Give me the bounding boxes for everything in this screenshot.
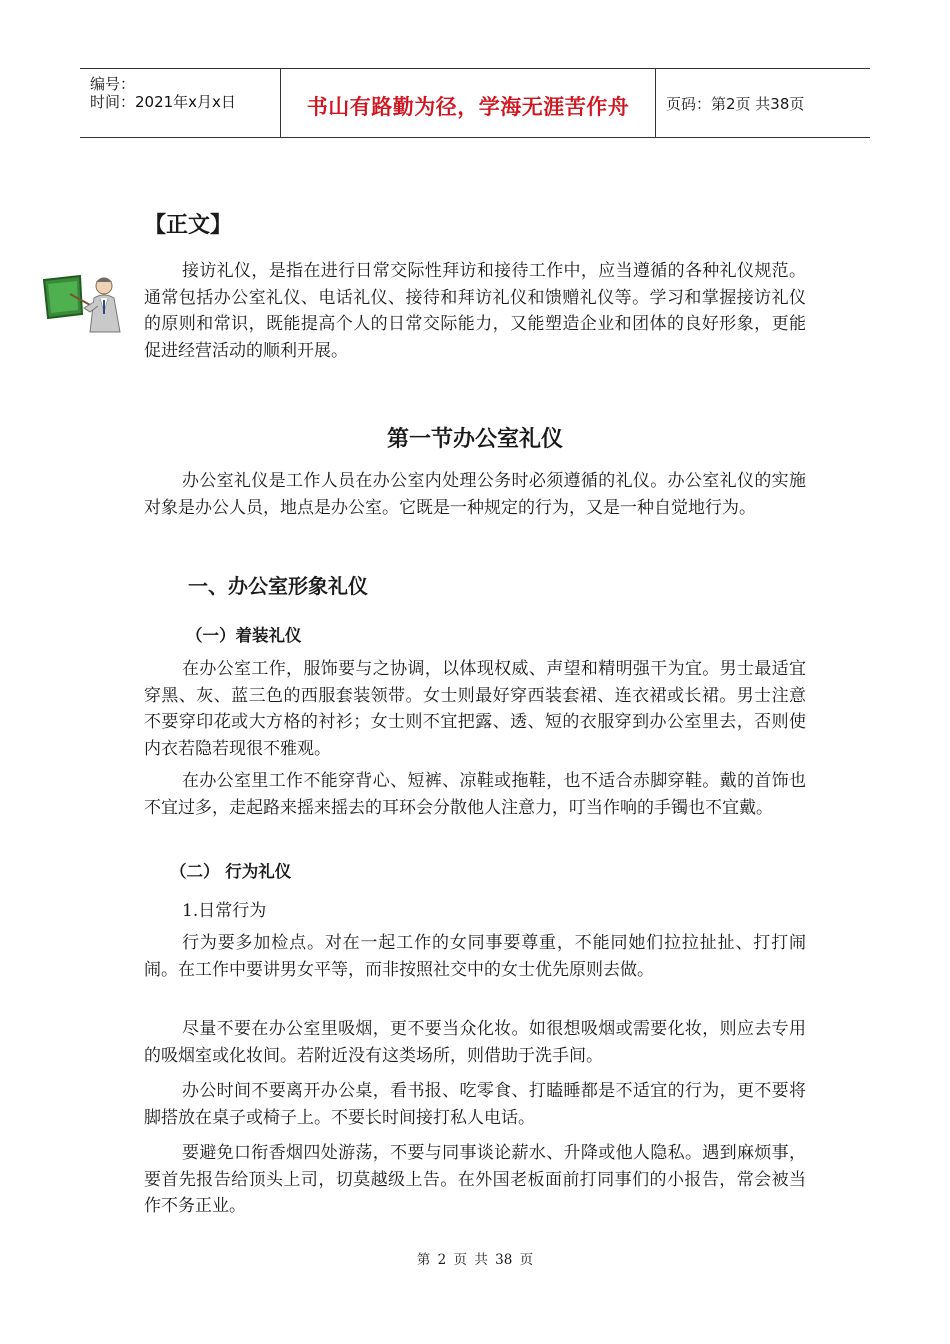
sub2-paragraph-4: 要避免口衔香烟四处游荡，不要与同事谈论薪水、升降或他人隐私。遇到麻烦事，要首先报告给顶头上司，切莫越级上告。在外国老板面前打同事们的小报告，常会被当作不务正业。 — [144, 1143, 806, 1216]
item1-title: 1.日常行为 — [182, 901, 267, 921]
header-page-info: 页码：第2页 共38页 — [666, 95, 805, 113]
subsection-title: 一、办公室形象礼仪 — [188, 574, 368, 598]
header-center-cell — [280, 69, 656, 137]
header-right-cell — [656, 69, 870, 137]
sub2-paragraph-2: 尽量不要在办公室里吸烟，更不要当众化妆。如很想吸烟或需要化妆，则应去专用的吸烟室或化妆间。若附近没有这类场所，则借助于洗手间。 — [144, 1019, 806, 1066]
time-label: 时间：2021年x月x日 — [90, 93, 236, 111]
sub2-title: （二） 行为礼仪 — [170, 862, 292, 881]
section-title: 第一节办公室礼仪 — [386, 427, 563, 452]
sub1-paragraph-2: 在办公室里工作不能穿背心、短裤、凉鞋或拖鞋，也不适合赤脚穿鞋。戴的首饰也不宜过多，走起路来摇来摇去的耳环会分散他人注意力，叮当作响的手镯也不宜戴。 — [144, 771, 806, 818]
number-label: 编号： — [90, 75, 136, 93]
body-heading: 【正文】 — [144, 213, 233, 238]
page-footer: 第 2 页 共 38 页 — [416, 1252, 534, 1268]
header-left-cell — [80, 69, 280, 137]
header-motto: 书山有路勤为径，学海无涯苦作舟 — [306, 95, 630, 119]
intro-paragraph: 接访礼仪，是指在进行日常交际性拜访和接待工作中，应当遵循的各种礼仪规范。通常包括办公室礼仪、电话礼仪、接待和拜访礼仪和馈赠礼仪等。学习和掌握接访礼仪的原则和常识，既能提高个人的日常交际能力，又能塑造企业和团体的良好形象，更能促进经营活动的顺利开展。 — [144, 261, 806, 361]
sub2-paragraph-1: 行为要多加检点。对在一起工作的女同事要尊重，不能同她们拉拉扯扯、打打闹闹。在工作中要讲男女平等，而非按照社交中的女士优先原则去做。 — [144, 933, 806, 980]
sub1-title: （一）着装礼仪 — [186, 626, 302, 645]
document-header — [80, 68, 870, 138]
sub1-paragraph-1: 在办公室工作，服饰要与之协调，以体现权威、声望和精明强干为宜。男士最适宜穿黑、灰、蓝三色的西服套装领带。女士则最好穿西装套裙、连衣裙或长裙。男士注意不要穿印花或大方格的衬衫；女士则不宜把露、透、短的衣服穿到办公室里去，否则使内衣若隐若现很不雅观。 — [144, 659, 806, 759]
section-intro-paragraph: 办公室礼仪是工作人员在办公室内处理公务时必须遵循的礼仪。办公室礼仪的实施对象是办公人员，地点是办公室。它既是一种规定的行为，又是一种自觉地行为。 — [144, 471, 806, 518]
teacher-at-board-icon — [40, 272, 132, 336]
sub2-paragraph-3: 办公时间不要离开办公桌，看书报、吃零食、打瞌睡都是不适宜的行为，更不要将脚搭放在桌子或椅子上。不要长时间接打私人电话。 — [144, 1081, 806, 1128]
